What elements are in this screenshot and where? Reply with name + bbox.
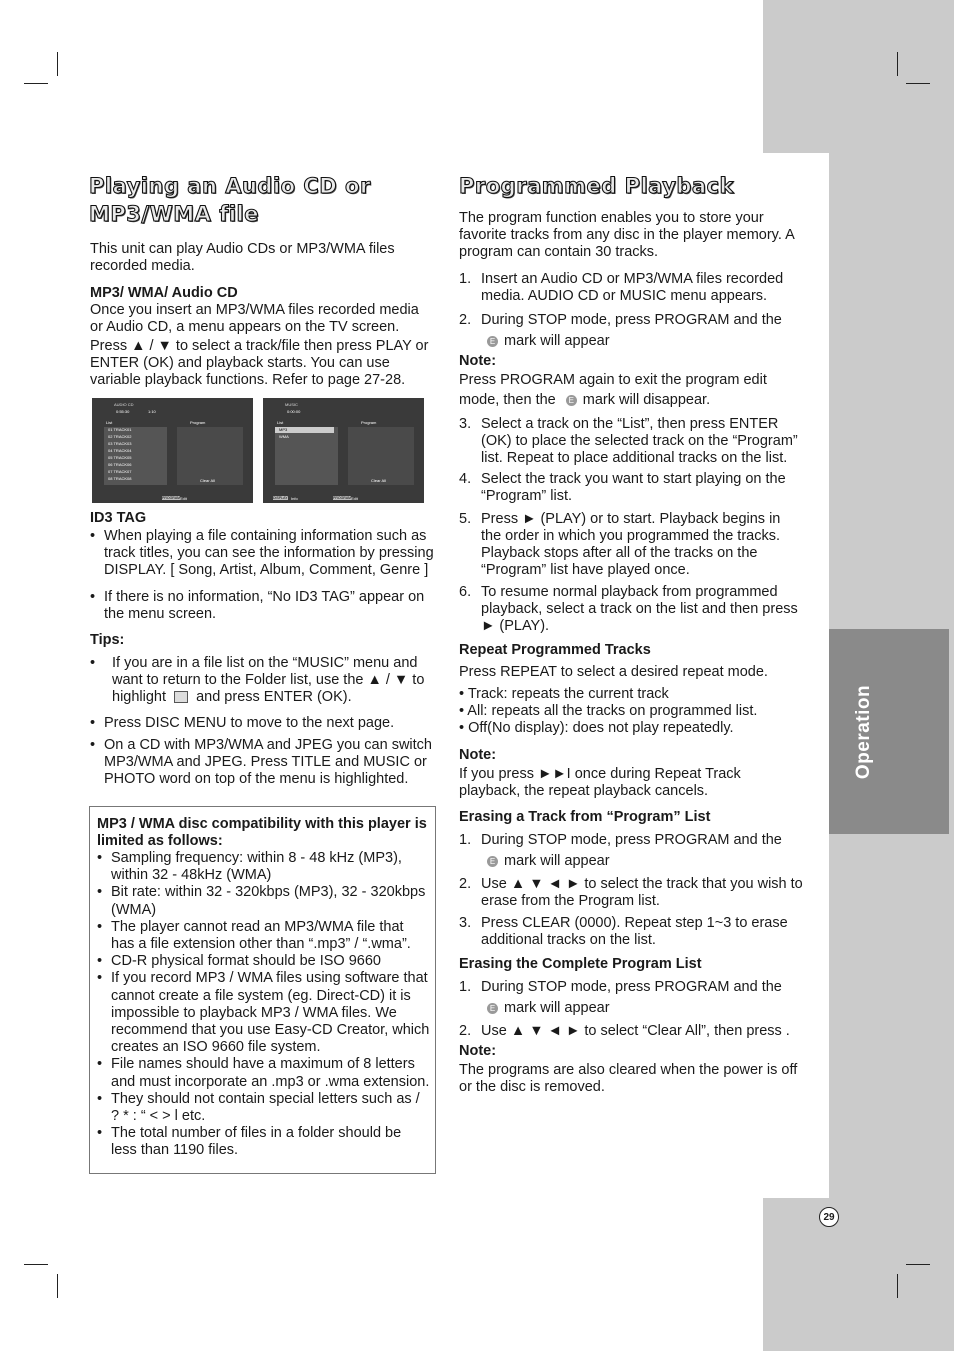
tips-section <box>90 632 436 788</box>
list-item: 06 TRACK06 <box>108 462 132 467</box>
repeat-mode: • All: repeats all the tracks on programmed list. <box>459 703 758 719</box>
tip-bullet: • On a CD with MP3/WMA and JPEG you can switch MP3/WMA and JPEG. Press TITLE and MUSIC or PHOTO word on top of the menu is highlighted. <box>90 737 436 788</box>
crop-mark <box>897 52 898 76</box>
step-text: During STOP mode, press PROGRAM and the <box>481 312 782 328</box>
erase-section <box>459 809 804 949</box>
left-title-line1: Playing an Audio CD or <box>89 174 371 198</box>
repeat-section <box>459 642 804 737</box>
screen1-count: 1:10 <box>148 409 156 414</box>
screen2-list <box>275 427 338 485</box>
program-mark-icon: E <box>487 336 498 347</box>
note2-heading: Note: <box>459 747 497 763</box>
screen1-program-panel <box>177 427 243 485</box>
step-number: 5. <box>459 511 472 527</box>
left-title-line2: MP3/WMA file <box>89 202 259 226</box>
screen1-list-label: List <box>106 420 113 425</box>
compatibility-bullet: • They should not contain special letters such as / ? * : “ < > l etc. <box>97 1091 430 1125</box>
tip-text: If you are in a file list on the “MUSIC” menu and want to return to the Folder list, use the ▲ / ▼ to highlight <box>112 655 425 705</box>
step-number: 3. <box>459 416 472 432</box>
tip-bullet <box>90 655 436 706</box>
compatibility-bullet: • Bit rate: within 32 - 320kbps (MP3), 32 - 320kbps (WMA) <box>97 884 430 918</box>
erase-all-heading: Erasing the Complete Program List <box>459 956 702 972</box>
screen1-clear-all: Clear All <box>200 478 215 483</box>
note3-text: The programs are also cleared when the power is off or the disc is removed. <box>459 1062 798 1095</box>
music-menu-screenshot <box>263 398 424 503</box>
step-item <box>459 271 804 305</box>
step-item <box>459 915 804 949</box>
crop-mark <box>24 83 48 84</box>
compatibility-bullet: • CD-R physical format should be ISO 9660 <box>97 953 430 970</box>
screen2-footer-action1: Info <box>291 496 298 501</box>
screen2-clear-all: Clear All <box>371 478 386 483</box>
right-title-text: Programmed Playback <box>459 174 735 198</box>
note1-text-a: Press PROGRAM again to exit the program edit mode, then the <box>459 372 767 408</box>
step-number: 1. <box>459 832 472 848</box>
step-number: 3. <box>459 915 472 931</box>
id3-section <box>90 510 436 623</box>
repeat-mode: • Off(No display): does not play repeatedly. <box>459 720 734 736</box>
screen1-program-label: Program <box>190 420 206 425</box>
list-item: 03 TRACK03 <box>108 441 132 446</box>
list-item: MP3 <box>275 427 334 433</box>
tip-text: and press ENTER (OK). <box>196 689 352 705</box>
step-number: 4. <box>459 471 472 487</box>
step-item <box>459 830 804 872</box>
step-text: Use ▲ ▼ ◄ ► to select “Clear All”, then press . <box>481 1023 790 1039</box>
left-intro: This unit can play Audio CDs or MP3/WMA files recorded media. <box>90 241 395 274</box>
step-number: 6. <box>459 584 472 600</box>
list-item: 01 TRACK01 <box>108 427 132 432</box>
step-item <box>459 876 804 910</box>
step-text: mark will appear <box>504 853 610 869</box>
screen2-program-panel <box>348 427 414 485</box>
margin-band-top <box>763 0 954 153</box>
id3-heading: ID3 TAG <box>90 510 147 526</box>
step-text: Insert an Audio CD or MP3/WMA files recorded media. AUDIO CD or MUSIC menu appears. <box>481 271 784 304</box>
step-number: 2. <box>459 1023 472 1039</box>
compatibility-bullet: • Sampling frequency: within 8 - 48 kHz (MP3), within 32 - 48kHz (WMA) <box>97 850 430 884</box>
note3-section <box>459 1043 804 1096</box>
folder-icon <box>174 691 188 703</box>
program-steps-b <box>459 416 804 635</box>
crop-mark <box>24 1264 48 1265</box>
compatibility-bullet: • If you record MP3 / WMA files using software that cannot create a file system (eg. Direct-CD) it is impossible to playback MP3 / WMA files. We recommend that you use Easy-CD Creator, which creates an ISO 9660 file system. <box>97 970 430 1056</box>
step-item <box>459 977 804 1019</box>
note1-text-b: mark will disappear. <box>582 392 711 408</box>
step-number: 1. <box>459 271 472 287</box>
erase-all-section <box>459 956 804 1040</box>
program-mark-icon: E <box>487 856 498 867</box>
list-item: 07 TRACK07 <box>108 469 132 474</box>
repeat-mode: • Track: repeats the current track <box>459 686 669 702</box>
erase-heading: Erasing a Track from “Program” List <box>459 809 711 825</box>
list-item: 04 TRACK04 <box>108 448 132 453</box>
note2-text: If you press ►►I once during Repeat Track playback, the repeat playback cancels. <box>459 766 741 799</box>
note1-text <box>459 370 799 410</box>
step-item <box>459 584 804 635</box>
screen2-list-label: List <box>277 420 284 425</box>
tips-heading: Tips: <box>90 632 125 648</box>
step-number: 2. <box>459 312 472 328</box>
step-item <box>459 471 804 505</box>
screen2-time: 0:00:00 <box>287 409 301 414</box>
right-title <box>459 172 799 200</box>
step-item <box>459 310 804 352</box>
step-text: During STOP mode, press PROGRAM and the <box>481 832 782 848</box>
note1-section <box>459 353 799 410</box>
right-intro: The program function enables you to store your favorite tracks from any disc in the player memory. A program can contain 30 tracks. <box>459 210 794 260</box>
mp3-heading: MP3/ WMA/ Audio CD <box>90 285 238 301</box>
program-mark-icon: E <box>487 1003 498 1014</box>
id3-bullet: • If there is no information, “No ID3 TAG” appear on the menu screen. <box>90 589 436 623</box>
screen1-header: AUDIO CD <box>114 402 134 407</box>
screen1-time: 0:55:30 <box>116 409 130 414</box>
tip-bullet: • Press DISC MENU to move to the next page. <box>90 715 436 732</box>
step-text: To resume normal playback from programmed playback, select a track on the list and then press ► (PLAY). <box>481 584 798 634</box>
note3-heading: Note: <box>459 1043 497 1059</box>
left-title <box>89 172 429 228</box>
screen1-footer-action: Edit <box>180 496 187 501</box>
repeat-heading: Repeat Programmed Tracks <box>459 642 651 658</box>
section-tab-label: Operation <box>853 684 875 779</box>
step-text: Select a track on the “List”, then press ENTER (OK) to place the selected track on the “Program” list. Repeat to place additional tracks on the list. <box>481 416 798 466</box>
step-text: mark will appear <box>504 1000 610 1016</box>
program-mark-icon: E <box>566 395 577 406</box>
note2-section <box>459 747 804 800</box>
step-item <box>459 416 804 467</box>
list-item: 05 TRACK05 <box>108 455 132 460</box>
screen2-header: MUSIC <box>285 402 298 407</box>
step-text: During STOP mode, press PROGRAM and the <box>481 979 782 995</box>
compatibility-bullet: • The player cannot read an MP3/WMA file that has a file extension other than “.mp3” / “.wma”. <box>97 919 430 953</box>
repeat-intro: Press REPEAT to select a desired repeat mode. <box>459 664 768 680</box>
compatibility-bullet: • File names should have a maximum of 8 letters and must incorporate an .mp3 or .wma extension. <box>97 1056 430 1090</box>
screen1-footer-key: PROGRAM <box>162 496 181 500</box>
mp3-section <box>90 285 432 389</box>
step-number: 1. <box>459 979 472 995</box>
compatibility-box <box>89 806 436 1174</box>
mp3-paragraph-1: Once you insert an MP3/WMA files recorded media or Audio CD, a menu appears on the TV screen. <box>90 302 419 335</box>
step-item <box>459 1023 804 1040</box>
screen2-footer-key1: DISPLAY <box>273 496 288 500</box>
margin-band-bottom <box>763 1198 954 1351</box>
step-number: 2. <box>459 876 472 892</box>
screen2-program-label: Program <box>361 420 377 425</box>
crop-mark <box>906 1264 930 1265</box>
step-text: Select the track you want to start playing on the “Program” list. <box>481 471 786 504</box>
list-item: 08 TRACK08 <box>108 476 132 481</box>
crop-mark <box>906 83 930 84</box>
screen2-footer-key2: PROGRAM <box>333 496 352 500</box>
screen2-footer-action2: Edit <box>351 496 358 501</box>
step-text: Press CLEAR (0000). Repeat step 1~3 to erase additional tracks on the list. <box>481 915 788 948</box>
crop-mark <box>57 1274 58 1298</box>
note1-heading: Note: <box>459 353 497 369</box>
step-text: mark will appear <box>504 333 610 349</box>
compatibility-bullet: • The total number of files in a folder should be less than 1190 files. <box>97 1125 430 1159</box>
audio-cd-menu-screenshot <box>92 398 253 503</box>
list-item: WMA <box>279 434 289 439</box>
id3-bullet: • When playing a file containing information such as track titles, you can see the information by pressing DISPLAY. [ Song, Artist, Album, Comment, Genre ] <box>90 528 436 579</box>
list-item: 02 TRACK02 <box>108 434 132 439</box>
step-text: Press ► (PLAY) or to start. Playback begins in the order in which you programmed the tracks. Playback stops after all of the tracks on the “Program” list have played once. <box>481 511 781 578</box>
program-steps-a <box>459 271 804 352</box>
page-number: 29 <box>819 1207 839 1227</box>
screen1-list <box>104 427 167 485</box>
compatibility-heading: MP3 / WMA disc compatibility with this player is limited as follows: <box>97 816 427 849</box>
mp3-paragraph-2: Press ▲ / ▼ to select a track/file then press PLAY or ENTER (OK) and playback starts. You can use variable playback functions. Refer to page 27-28. <box>90 338 429 388</box>
crop-mark <box>897 1274 898 1298</box>
crop-mark <box>57 52 58 76</box>
step-text: Use ▲ ▼ ◄ ► to select the track that you wish to erase from the Program list. <box>481 876 803 909</box>
step-item <box>459 511 804 579</box>
